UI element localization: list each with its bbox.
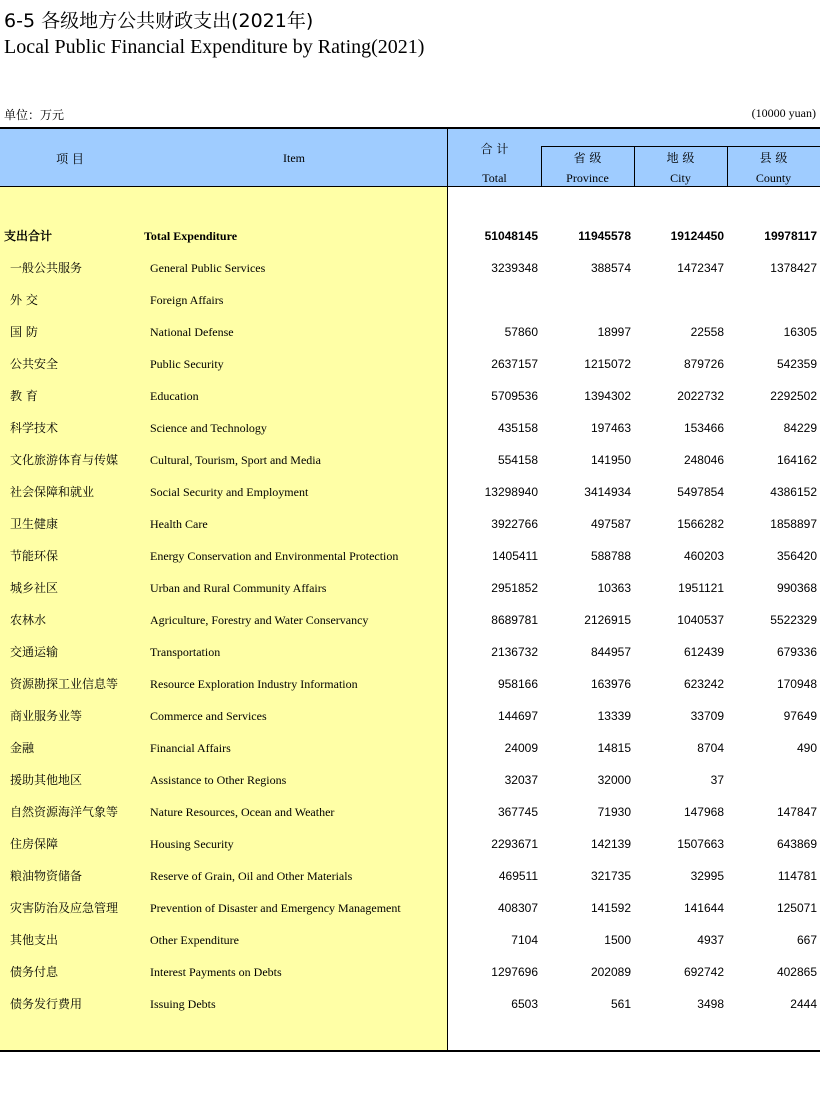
row-label-cn: 支出合计	[4, 229, 53, 243]
cell-province: 197463	[590, 421, 631, 435]
cell-city: 22558	[690, 325, 724, 339]
cell-city: 141644	[683, 901, 724, 915]
row-label-en: Social Security and Employment	[150, 485, 309, 499]
cell-total: 2293671	[491, 837, 538, 851]
header-city-cn: 地 级	[666, 151, 695, 165]
cell-total: 32037	[504, 773, 538, 787]
row-label-cn: 文化旅游体育与传媒	[10, 453, 119, 467]
row-label-en: Commerce and Services	[150, 709, 267, 723]
cell-county: 402865	[776, 965, 817, 979]
header-province-cn: 省 级	[573, 151, 602, 165]
row-label-cn: 自然资源海洋气象等	[10, 805, 119, 819]
row-label-en: Transportation	[150, 645, 221, 659]
header-item-en: Item	[283, 151, 305, 165]
row-label-en: Nature Resources, Ocean and Weather	[150, 805, 335, 819]
row-label-en: Urban and Rural Community Affairs	[150, 581, 327, 595]
cell-total: 408307	[497, 901, 538, 915]
table-row	[0, 258, 820, 290]
cell-city: 623242	[683, 677, 724, 691]
cell-city: 8704	[697, 741, 724, 755]
cell-total: 2637157	[491, 357, 538, 371]
table-row	[0, 706, 820, 738]
row-label-en: Interest Payments on Debts	[150, 965, 282, 979]
table-bottom-rule	[0, 1050, 820, 1052]
cell-county: 542359	[776, 357, 817, 371]
table-row	[0, 322, 820, 354]
table-top-rule	[0, 127, 820, 129]
cell-county: 2444	[790, 997, 817, 1011]
row-label-cn: 科学技术	[10, 421, 59, 435]
cell-province: 163976	[590, 677, 631, 691]
row-label-cn: 农林水	[10, 613, 47, 627]
cell-county: 990368	[776, 581, 817, 595]
row-label-en: Issuing Debts	[150, 997, 216, 1011]
cell-county: 2292502	[770, 389, 817, 403]
cell-total: 144697	[497, 709, 538, 723]
cell-province: 561	[610, 997, 631, 1011]
cell-province: 10363	[597, 581, 631, 595]
cell-total: 2136732	[491, 645, 538, 659]
table-row	[0, 770, 820, 802]
row-label-cn: 灾害防治及应急管理	[10, 901, 119, 915]
cell-county: 97649	[783, 709, 817, 723]
row-label-cn: 援助其他地区	[10, 773, 83, 787]
cell-city: 33709	[690, 709, 724, 723]
row-label-cn: 社会保障和就业	[10, 485, 95, 499]
cell-city: 2022732	[677, 389, 724, 403]
row-label-cn: 节能环保	[10, 549, 59, 563]
row-label-cn: 债务发行费用	[10, 997, 83, 1011]
header-county-cn: 县 级	[759, 151, 788, 165]
row-label-en: Prevention of Disaster and Emergency Management	[150, 901, 401, 915]
cell-total: 51048145	[484, 229, 538, 243]
row-label-en: Financial Affairs	[150, 741, 231, 755]
cell-county: 356420	[776, 549, 817, 563]
cell-county: 490	[796, 741, 817, 755]
page-title-en: Local Public Financial Expenditure by Rating(2021)	[4, 36, 425, 58]
cell-county: 147847	[776, 805, 817, 819]
row-label-en: Housing Security	[150, 837, 234, 851]
cell-total: 24009	[504, 741, 538, 755]
cell-province: 18997	[597, 325, 631, 339]
cell-province: 141950	[590, 453, 631, 467]
table-row	[0, 898, 820, 930]
cell-province: 142139	[590, 837, 631, 851]
row-label-cn: 卫生健康	[10, 517, 59, 531]
table-row	[0, 962, 820, 994]
cell-total: 6503	[511, 997, 538, 1011]
cell-province: 2126915	[584, 613, 631, 627]
header-county-en: County	[755, 171, 792, 185]
row-label-cn: 金融	[10, 741, 35, 755]
table-row	[0, 482, 820, 514]
cell-county: 1858897	[770, 517, 817, 531]
row-label-en: Science and Technology	[150, 421, 267, 435]
subheader-rule	[541, 146, 820, 147]
cell-city: 147968	[683, 805, 724, 819]
page-title-cn: 6-5 各级地方公共财政支出(2021年)	[4, 10, 314, 32]
cell-total: 554158	[497, 453, 538, 467]
cell-total: 3239348	[491, 261, 538, 275]
cell-city: 37	[710, 773, 724, 787]
cell-total: 2951852	[491, 581, 538, 595]
row-label-cn: 外 交	[10, 293, 38, 307]
table-row	[0, 418, 820, 450]
table-row	[0, 450, 820, 482]
cell-city: 153466	[683, 421, 724, 435]
cell-province: 141592	[590, 901, 631, 915]
row-label-en: Reserve of Grain, Oil and Other Materials	[150, 869, 353, 883]
row-label-en: Public Security	[150, 357, 224, 371]
cell-total: 13298940	[484, 485, 538, 499]
row-label-en: Resource Exploration Industry Information	[150, 677, 358, 691]
cell-county: 114781	[777, 869, 817, 883]
header-item-cn: 项 目	[56, 152, 84, 166]
cell-county: 84229	[783, 421, 817, 435]
table-row	[0, 930, 820, 962]
row-label-cn: 资源勘探工业信息等	[10, 677, 119, 691]
cell-total: 469511	[498, 869, 538, 883]
table-row	[0, 802, 820, 834]
cell-city: 1507663	[677, 837, 724, 851]
cell-city: 612439	[683, 645, 724, 659]
table-row	[0, 738, 820, 770]
cell-total: 57860	[504, 325, 538, 339]
cell-county: 16305	[783, 325, 817, 339]
cell-province: 71930	[597, 805, 631, 819]
header-total-en: Total	[482, 171, 507, 185]
cell-city: 1566282	[677, 517, 724, 531]
cell-city: 4937	[697, 933, 724, 947]
cell-province: 202089	[590, 965, 631, 979]
cell-province: 388574	[590, 261, 631, 275]
cell-county: 19978117	[764, 229, 817, 243]
table-row	[0, 514, 820, 546]
cell-total: 958166	[497, 677, 538, 691]
row-label-en: National Defense	[150, 325, 234, 339]
cell-total: 1405411	[492, 549, 538, 563]
row-label-en: Health Care	[150, 517, 208, 531]
cell-total: 1297696	[491, 965, 538, 979]
row-label-cn: 教 育	[10, 389, 38, 403]
cell-province: 1500	[604, 933, 631, 947]
cell-total: 3922766	[491, 517, 538, 531]
cell-province: 321735	[590, 869, 631, 883]
cell-province: 32000	[597, 773, 631, 787]
row-label-en: Foreign Affairs	[150, 293, 224, 307]
cell-city: 19124450	[670, 229, 724, 243]
header-total-cn: 合 计	[480, 142, 509, 156]
table-row	[0, 578, 820, 610]
row-label-cn: 一般公共服务	[10, 261, 83, 275]
cell-province: 14815	[597, 741, 631, 755]
cell-county: 1378427	[770, 261, 817, 275]
cell-total: 435158	[497, 421, 538, 435]
table-row	[0, 610, 820, 642]
cell-county: 170948	[776, 677, 817, 691]
row-label-cn: 国 防	[10, 325, 38, 339]
cell-city: 1951121	[678, 581, 724, 595]
cell-province: 588788	[590, 549, 631, 563]
unit-label-cn: 单位：万元	[4, 108, 65, 122]
cell-city: 32995	[690, 869, 724, 883]
table-row	[0, 866, 820, 898]
cell-total: 8689781	[491, 613, 538, 627]
unit-label-en: (10000 yuan)	[751, 106, 816, 120]
cell-city: 1472347	[677, 261, 724, 275]
cell-province: 1215072	[584, 357, 631, 371]
cell-total: 7104	[511, 933, 538, 947]
cell-county: 164162	[776, 453, 817, 467]
table-row	[0, 674, 820, 706]
header-city-en: City	[670, 171, 691, 185]
row-label-en: Assistance to Other Regions	[150, 773, 287, 787]
cell-province: 844957	[590, 645, 631, 659]
row-label-en: General Public Services	[150, 261, 266, 275]
row-label-cn: 债务付息	[10, 965, 59, 979]
table-header-rule	[0, 186, 820, 187]
row-label-en: Education	[150, 389, 199, 403]
cell-province: 497587	[590, 517, 631, 531]
cell-city: 5497854	[677, 485, 724, 499]
cell-province: 1394302	[584, 389, 631, 403]
cell-city: 460203	[683, 549, 724, 563]
cell-city: 692742	[683, 965, 724, 979]
row-label-cn: 其他支出	[10, 933, 59, 947]
cell-city: 248046	[683, 453, 724, 467]
row-label-cn: 粮油物资储备	[10, 869, 83, 883]
row-label-cn: 住房保障	[10, 837, 59, 851]
table-row	[0, 386, 820, 418]
table-row	[0, 642, 820, 674]
row-label-cn: 城乡社区	[10, 581, 59, 595]
table-row	[0, 834, 820, 866]
row-label-en: Total Expenditure	[144, 229, 238, 243]
table-row	[0, 290, 820, 322]
cell-city: 1040537	[677, 613, 724, 627]
cell-county: 4386152	[770, 485, 817, 499]
row-label-en: Other Expenditure	[150, 933, 239, 947]
table-row	[0, 354, 820, 386]
row-label-en: Cultural, Tourism, Sport and Media	[150, 453, 321, 467]
cell-province: 11945578	[578, 229, 631, 243]
table-row	[0, 994, 820, 1026]
row-label-cn: 商业服务业等	[10, 709, 83, 723]
cell-county: 125071	[776, 901, 817, 915]
table-row-total	[0, 226, 820, 258]
table-row	[0, 546, 820, 578]
row-label-cn: 交通运输	[10, 645, 59, 659]
header-province-en: Province	[566, 171, 609, 185]
cell-total: 5709536	[491, 389, 538, 403]
cell-total: 367745	[497, 805, 538, 819]
row-label-cn: 公共安全	[10, 357, 59, 371]
cell-county: 667	[796, 933, 817, 947]
cell-county: 679336	[776, 645, 817, 659]
cell-city: 879726	[683, 357, 724, 371]
cell-province: 13339	[597, 709, 631, 723]
cell-city: 3498	[697, 997, 724, 1011]
cell-county: 643869	[776, 837, 817, 851]
row-label-en: Energy Conservation and Environmental Protection	[150, 549, 399, 563]
row-label-en: Agriculture, Forestry and Water Conservancy	[150, 613, 369, 627]
cell-county: 5522329	[770, 613, 817, 627]
cell-province: 3414934	[584, 485, 631, 499]
